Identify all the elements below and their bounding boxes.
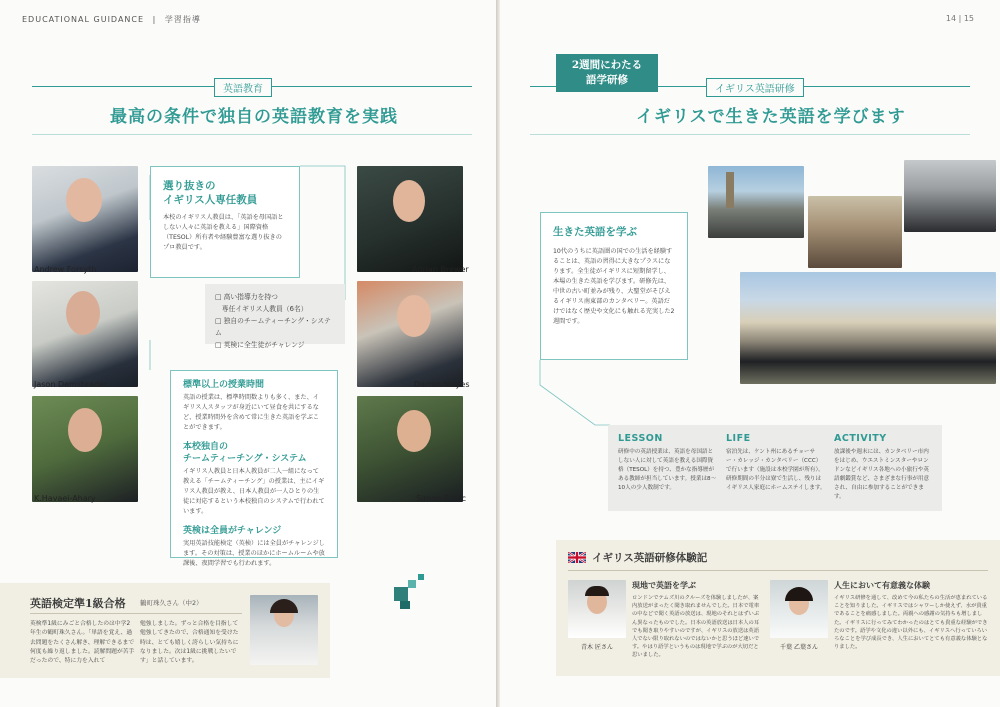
student-name: 千葉 乙葉さん: [780, 644, 818, 651]
box-title: 生きた英語を学ぶ: [553, 226, 637, 238]
left-page: [0, 0, 496, 707]
eiken-feature: [0, 583, 330, 678]
student-name: 青木 匠さん: [581, 644, 613, 651]
testimonial: [834, 580, 988, 651]
checklist-item: □ 高い指導力を持つ: [215, 293, 278, 301]
photo-street: [904, 160, 996, 232]
hair-shape: [585, 586, 609, 596]
column-text: 宿泊先は、ケント州にあるチョーサー・カレッジ・カンタベリー（CCC）で行います（施設は本校学園が所有）。研修期間の半分は寮で生活し、残りはイギリス人家庭にホームステイします。: [726, 449, 826, 491]
info-column: [726, 433, 826, 493]
teacher-name: Darren Mayes: [414, 380, 470, 389]
teacher-photo-adrian: [357, 166, 463, 272]
box-section-title: 標準以上の授業時間: [183, 380, 265, 390]
box-section-title: チームティーチング・システム: [183, 453, 307, 464]
teacher-photo-havaei: [32, 396, 138, 502]
uk-flag-icon: [568, 552, 586, 563]
header-jp: 学習指導: [164, 15, 201, 24]
decor-square: [418, 574, 424, 580]
box-section-text: 実用英語技能検定（英検）には全員がチャレンジします。その対策は、授業のほかにホームルームや放課後、夜間学習でも行われます。: [183, 539, 325, 567]
eiken-student: 鶴町珠久さん（中2）: [140, 599, 203, 607]
header-separator: |: [152, 15, 157, 24]
photo-dining: [808, 196, 902, 268]
teacher-photo-simon: [357, 396, 463, 502]
face-shape: [66, 291, 100, 335]
teacher-name: Jason Demsteader: [34, 380, 108, 389]
photo-london-group: [708, 166, 804, 238]
badge-line1: 2週間にわたる: [571, 59, 643, 71]
eiken-text: 勉強しました。ずっと合格を目指して勉強してきたので、合格通知を受けた時は、とても嬉しく誇らしい気持ちになりました。次は1級に挑戦したいです」と話しています。: [140, 621, 239, 665]
face-shape: [397, 295, 431, 337]
face-shape: [66, 178, 102, 222]
info-column: [834, 433, 934, 502]
feature-checklist: [205, 284, 345, 349]
box-section-text: 英語の授業は、標準時間数よりも多く、また、イギリス人スタッフが身近にいて昼食を共にするなど、授業時間外を含めて常に生きた英語を学ぶことができます。: [183, 394, 320, 431]
decor-square: [394, 587, 408, 601]
face-shape: [397, 410, 431, 452]
page-headline: イギリスで生きた英語を学びます: [636, 107, 906, 127]
box-living-english: [540, 212, 688, 360]
student-photo-chiba: [770, 580, 828, 638]
tower-shape: [726, 172, 734, 208]
column-text: 研修中の英語授業は、英語を母国語としない人に対して英語を教える国際資格（TESOL）を持つ、豊かな指導歴がある教師が担当しています。授業は8〜10人の少人数制です。: [618, 449, 717, 491]
eiken-rule: [30, 613, 242, 614]
page-numbers: 14 | 15: [945, 14, 974, 23]
box-teachers: [150, 166, 300, 278]
hair-shape: [785, 587, 813, 601]
box-title-line1: 選り抜きの: [163, 180, 216, 192]
box-section-title: 英検は全員がチャレンジ: [183, 525, 282, 536]
student-photo-aoki: [568, 580, 626, 638]
eiken-text: 英検準1級にみごと合格したのは中学2年生の鶴町珠久さん。「単語を覚え、過去問題をたくさん解き、理解できるまで何度も繰り返しました。読解問題が苦手だったので、特に力を入れて: [30, 621, 135, 665]
column-heading: LESSON: [618, 433, 663, 444]
teacher-photo-andrew: [32, 166, 138, 272]
face-shape: [393, 180, 425, 222]
section-tag: イギリス英語研修: [706, 78, 804, 97]
page-headline: 最高の条件で独自の英語教育を実践: [110, 107, 398, 127]
checklist-item: □ 独自のチームティーチング・システム: [215, 316, 331, 337]
decor-square: [400, 601, 410, 609]
teacher-name: K.Havaei-Ahary: [34, 494, 96, 503]
testimonial: [632, 580, 762, 660]
experience-section: [556, 540, 1000, 676]
checklist-item: □ 英検に全生徒がチャレンジ: [215, 340, 305, 349]
teacher-name: Adrian Brewer: [412, 265, 469, 274]
box-title-line2: イギリス人専任教員: [163, 194, 258, 207]
teacher-name: Andrew Forsyth: [34, 265, 97, 274]
testimonial-title: 現地で英語を学ぶ: [632, 580, 696, 590]
column-heading: ACTIVITY: [834, 433, 887, 444]
experience-title: イギリス英語研修体験記: [592, 552, 708, 564]
testimonial-title: 人生において有意義な体験: [834, 580, 930, 590]
box-text: 本校のイギリス人教員は、「英語を母国語としない人々に英語を教える」国際資格（TESOL）所有者や経験豊富な選り抜きのプロ教員です。: [163, 214, 284, 252]
checklist-item: 専任イギリス人教員（6名）: [215, 304, 308, 313]
photo-group-palace: [740, 272, 996, 384]
face-shape: [68, 408, 102, 452]
info-column: [618, 433, 718, 493]
testimonial-text: ロンドンでテムズ川のクルーズを体験しましたが、案内放送がまったく聞き取れませんでした。日本で電車の中などで聞く英語の放送は、現地のそれとはずいぶん異なったものでした。日本の英語放送は日本人の耳でも聞き取りやすいのですが、イギリスの放送は英語人でない限り取れないのではないかと思うほど速いです。やはり語学というものは現地で学ぶのが大切だと思いました。: [632, 595, 760, 659]
hair-shape: [270, 599, 298, 613]
header-en: EDUCATIONAL GUIDANCE: [22, 15, 145, 24]
right-page: [500, 0, 1000, 707]
box-section-text: イギリス人教員と日本人教員が二人一組になって教える「チームティーチング」の授業は、主にイギリス人教員が教え、日本人教員が一人ひとりの生徒に対応するという本校独自のシステムで行われています。: [183, 468, 325, 515]
box-section-title: 本校独自の: [183, 441, 229, 452]
section-tag: 英語教育: [214, 78, 272, 97]
box-curriculum: [170, 370, 338, 567]
student-photo: [250, 595, 318, 665]
badge-line2: 語学研修: [586, 73, 628, 86]
program-info-panel: [608, 425, 942, 511]
teacher-photo-jason: [32, 281, 138, 387]
teacher-name: Simon Protic: [416, 494, 467, 503]
decor-square: [408, 580, 416, 588]
column-text: 放課後や週末には、カンタベリー市内をはじめ、ウエストミンスターやロンドンなどイギリス各地への小旅行や英語劇鑑賞など、さまざまな行事が用意され、自由に参加することができます。: [834, 449, 930, 500]
box-text: 10代のうちに英語圏の国での生活を経験することは、英語の習得に大きなプラスになります。全生徒がイギリスに短期留学し、本場の生きた英語を学びます。研修先は、中世の古い町並みが残り、大聖堂がそびえるイギリス南東部のカンタベリー。英語だけではなく歴史や文化にも触れる充実した2週間です。: [553, 248, 675, 325]
teacher-photo-darren: [357, 281, 463, 387]
column-heading: LIFE: [726, 433, 751, 444]
eiken-title: 英語検定準1級合格: [30, 597, 126, 610]
testimonial-text: イギリス研修を通して、改めて今の私たちの生活が恵まれていることを知りました。イギリスではシャワーしか使えず、水が貴重であることを痛感しました。両親への感謝の気持ちも増しました。イギリスに行ってみてわかったのはとても貴重な経験ができたのです。語学や文化の違い以外にも、イギリスへ行っていろいろなことを学び成長でき、人生においてとても有意義な体験となりました。: [834, 595, 988, 651]
experience-rule: [568, 570, 988, 571]
